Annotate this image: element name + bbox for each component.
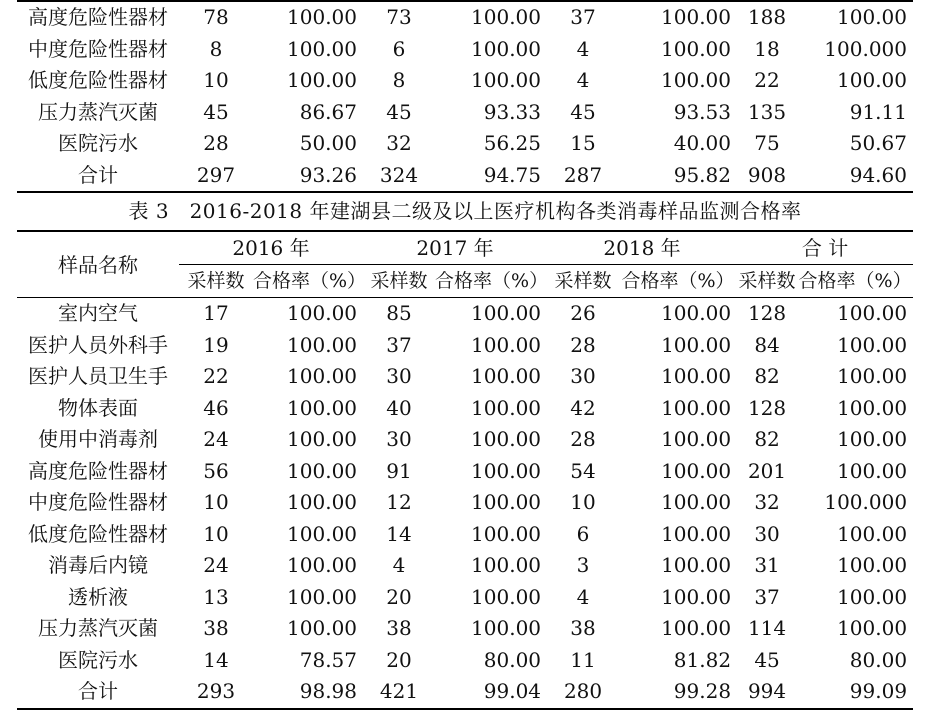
count-cell: 24: [203, 427, 229, 451]
count-cell: 8: [392, 68, 406, 92]
rate-cell: 100.00: [287, 427, 358, 451]
count-cell: 12: [386, 490, 412, 514]
rate-cell: 100.00: [661, 68, 731, 92]
rate-cell: 100.000: [824, 36, 907, 61]
count-cell: 45: [570, 99, 596, 124]
count-cell: 19: [203, 332, 229, 357]
sample-name-cell: 压力蒸汽灭菌: [38, 616, 158, 640]
rate-cell: 100.00: [837, 584, 908, 609]
count-cell: 28: [570, 332, 596, 357]
header-count-2016: 采样数: [179, 265, 253, 298]
rate-cell: 99.04: [435, 676, 547, 709]
count-cell: 6: [392, 36, 406, 61]
count-cell: 11: [570, 647, 596, 672]
rate-cell: 94.75: [435, 160, 547, 193]
sample-name-cell: 合计: [17, 160, 179, 193]
count-cell: 20: [386, 647, 412, 672]
rate-cell: 100.00: [471, 427, 542, 451]
table-row: [17, 330, 913, 362]
count-cell: 293: [179, 676, 253, 709]
rate-cell: 100.00: [253, 1, 363, 34]
rate-cell: 78.57: [299, 647, 358, 672]
count-cell: 994: [737, 676, 797, 709]
sample-name-cell: 医护人员卫生手: [28, 364, 168, 388]
rate-cell: 100.00: [837, 68, 907, 92]
rate-cell: 80.00: [483, 647, 542, 672]
count-cell: 54: [570, 458, 596, 483]
count-cell: 287: [547, 160, 619, 193]
sample-name-cell: 物体表面: [58, 395, 138, 420]
table-row: [17, 487, 913, 519]
count-cell: 188: [737, 1, 797, 34]
count-cell: 6: [576, 521, 590, 546]
sample-name-cell: 高度危险性器材: [28, 458, 168, 483]
rate-cell: 100.00: [435, 1, 547, 34]
count-cell: 75: [754, 131, 780, 155]
rate-cell: 100.00: [287, 616, 358, 640]
rate-cell: 98.98: [253, 676, 363, 709]
table-row: [17, 424, 913, 456]
count-cell: 10: [203, 68, 229, 92]
count-cell: 73: [363, 1, 435, 34]
count-cell: 37: [386, 332, 412, 357]
rate-cell: 100.00: [471, 332, 542, 357]
count-cell: 38: [386, 616, 412, 640]
document-page: [17, 0, 913, 710]
count-cell: 4: [576, 36, 590, 61]
table3: [17, 230, 913, 710]
count-cell: 201: [747, 458, 787, 483]
count-cell: 42: [570, 395, 596, 420]
count-cell: 10: [570, 490, 596, 514]
rate-cell: 56.25: [483, 131, 541, 155]
count-cell: 15: [570, 131, 596, 155]
table-top-continuation: [17, 0, 913, 193]
rate-cell: 86.67: [299, 99, 357, 124]
table-row: [17, 393, 913, 425]
rate-cell: 100.00: [661, 584, 732, 609]
count-cell: 22: [754, 68, 780, 92]
count-cell: 30: [754, 521, 780, 546]
count-cell: 28: [203, 131, 229, 155]
rate-cell: 100.00: [471, 521, 542, 546]
count-cell: 28: [570, 427, 596, 451]
rate-cell: 100.00: [287, 458, 358, 483]
rate-cell: 100.00: [287, 395, 358, 420]
count-cell: 38: [203, 616, 229, 640]
rate-cell: 100.00: [837, 458, 908, 483]
count-cell: 24: [203, 553, 229, 577]
rate-cell: 100.00: [471, 364, 542, 388]
table-row: [17, 65, 913, 97]
table-top-body: [17, 1, 913, 192]
sample-name-cell: 透析液: [68, 584, 128, 609]
count-cell: 4: [576, 68, 590, 92]
header-rate-2017: 合格率（%）: [435, 265, 547, 298]
header-rate-2016: 合格率（%）: [253, 265, 363, 298]
sample-name-cell: 医护人员外科手: [28, 332, 168, 357]
rate-cell: 100.00: [619, 1, 737, 34]
count-cell: 45: [203, 99, 229, 124]
rate-cell: 100.000: [824, 490, 908, 514]
rate-cell: 100.00: [837, 364, 908, 388]
rate-cell: 100.00: [471, 553, 542, 577]
count-cell: 56: [203, 458, 229, 483]
rate-cell: 100.00: [471, 301, 542, 325]
table-row: [17, 361, 913, 393]
rate-cell: 100.00: [287, 68, 357, 92]
rate-cell: 100.00: [837, 395, 908, 420]
rate-cell: 100.00: [287, 332, 358, 357]
count-cell: 114: [747, 616, 787, 640]
rate-cell: 100.00: [837, 616, 908, 640]
sample-name-cell: 消毒后内镜: [48, 553, 148, 577]
rate-cell: 100.00: [471, 616, 542, 640]
count-cell: 324: [363, 160, 435, 193]
table-row: [17, 676, 913, 709]
rate-cell: 93.26: [253, 160, 363, 193]
count-cell: 4: [576, 584, 590, 609]
count-cell: 30: [386, 364, 412, 388]
count-cell: 31: [754, 553, 780, 577]
table-row: [17, 298, 913, 330]
count-cell: 82: [754, 364, 780, 388]
rate-cell: 100.00: [471, 458, 542, 483]
count-cell: 908: [737, 160, 797, 193]
sample-name-cell: 压力蒸汽灭菌: [38, 99, 158, 124]
table-row: [17, 550, 913, 582]
rate-cell: 100.00: [661, 301, 732, 325]
rate-cell: 100.00: [837, 427, 908, 451]
rate-cell: 50.00: [299, 131, 357, 155]
count-cell: 84: [754, 332, 780, 357]
header-year-2017: 2017 年: [363, 231, 547, 265]
count-cell: 8: [209, 36, 223, 61]
count-cell: 10: [203, 521, 229, 546]
count-cell: 26: [570, 301, 596, 325]
count-cell: 40: [386, 395, 412, 420]
count-cell: 30: [570, 364, 596, 388]
sample-name-cell: 使用中消毒剂: [38, 427, 158, 451]
rate-cell: 93.33: [483, 99, 541, 124]
sample-name-cell: 医院污水: [58, 647, 138, 672]
header-rate-total: 合格率（%）: [797, 265, 913, 298]
header-count-total: 采样数: [737, 265, 797, 298]
count-cell: 91: [386, 458, 412, 483]
rate-cell: 100.00: [837, 553, 908, 577]
rate-cell: 100.00: [471, 395, 542, 420]
count-cell: 85: [386, 301, 412, 325]
rate-cell: 100.00: [797, 1, 913, 34]
count-cell: 37: [754, 584, 780, 609]
header-sample-name: 样品名称: [17, 231, 179, 298]
sample-name-cell: 低度危险性器材: [28, 521, 168, 546]
count-cell: 20: [386, 584, 412, 609]
count-cell: 30: [386, 427, 412, 451]
rate-cell: 93.53: [673, 99, 731, 124]
rate-cell: 100.00: [837, 521, 908, 546]
rate-cell: 100.00: [661, 458, 732, 483]
table-row: [17, 1, 913, 34]
count-cell: 82: [754, 427, 780, 451]
rate-cell: 100.00: [287, 301, 358, 325]
sample-name-cell: 合计: [17, 676, 179, 709]
sample-name-cell: 室内空气: [58, 301, 138, 325]
rate-cell: 100.00: [661, 490, 732, 514]
count-cell: 421: [363, 676, 435, 709]
rate-cell: 91.11: [849, 99, 907, 124]
count-cell: 13: [203, 584, 229, 609]
header-year-2018: 2018 年: [547, 231, 737, 265]
sample-name-cell: 高度危险性器材: [17, 1, 179, 34]
rate-cell: 100.00: [471, 584, 542, 609]
count-cell: 78: [179, 1, 253, 34]
count-cell: 18: [754, 36, 780, 61]
rate-cell: 50.67: [849, 131, 907, 155]
count-cell: 280: [547, 676, 619, 709]
table-row: [17, 160, 913, 193]
table-row: [17, 456, 913, 488]
count-cell: 128: [747, 395, 787, 420]
count-cell: 14: [203, 647, 229, 672]
count-cell: 46: [203, 395, 229, 420]
rate-cell: 100.00: [837, 332, 908, 357]
count-cell: 17: [203, 301, 229, 325]
count-cell: 3: [576, 553, 590, 577]
table3-body: [17, 298, 913, 709]
rate-cell: 100.00: [287, 364, 358, 388]
header-year-2016: 2016 年: [179, 231, 363, 265]
rate-cell: 40.00: [673, 131, 731, 155]
rate-cell: 100.00: [471, 36, 541, 61]
count-cell: 22: [203, 364, 229, 388]
sample-name-cell: 医院污水: [58, 131, 138, 155]
count-cell: 37: [547, 1, 619, 34]
count-cell: 297: [179, 160, 253, 193]
rate-cell: 100.00: [661, 427, 732, 451]
rate-cell: 100.00: [661, 364, 732, 388]
header-total: 合 计: [737, 231, 913, 265]
rate-cell: 100.00: [661, 395, 732, 420]
rate-cell: 100.00: [471, 490, 542, 514]
rate-cell: 100.00: [471, 68, 541, 92]
sample-name-cell: 中度危险性器材: [28, 490, 168, 514]
rate-cell: 100.00: [661, 553, 732, 577]
rate-cell: 100.00: [287, 36, 357, 61]
count-cell: 45: [386, 99, 412, 124]
table-row: [17, 582, 913, 614]
header-count-2018: 采样数: [547, 265, 619, 298]
rate-cell: 100.00: [661, 36, 731, 61]
table-row: [17, 645, 913, 677]
rate-cell: 100.00: [287, 553, 358, 577]
count-cell: 32: [754, 490, 780, 514]
count-cell: 135: [747, 99, 787, 124]
table-row: [17, 613, 913, 645]
rate-cell: 99.09: [797, 676, 913, 709]
rate-cell: 100.00: [287, 490, 358, 514]
rate-cell: 94.60: [797, 160, 913, 193]
header-rate-2018: 合格率（%）: [619, 265, 737, 298]
sample-name-cell: 低度危险性器材: [28, 68, 168, 92]
rate-cell: 100.00: [287, 584, 358, 609]
sample-name-cell: 中度危险性器材: [28, 36, 168, 61]
count-cell: 4: [392, 553, 406, 577]
table3-caption: 表 3 2016-2018 年建湖县二级及以上医疗机构各类消毒样品监测合格率: [128, 199, 802, 223]
table-row: [17, 128, 913, 160]
rate-cell: 80.00: [849, 647, 908, 672]
rate-cell: 100.00: [837, 301, 908, 325]
rate-cell: 81.82: [673, 647, 732, 672]
count-cell: 128: [747, 301, 787, 325]
rate-cell: 99.28: [619, 676, 737, 709]
table-row: [17, 97, 913, 129]
count-cell: 32: [386, 131, 412, 155]
rate-cell: 100.00: [661, 616, 732, 640]
table-row: [17, 519, 913, 551]
count-cell: 10: [203, 490, 229, 514]
header-count-2017: 采样数: [363, 265, 435, 298]
rate-cell: 100.00: [661, 521, 732, 546]
table-row: [17, 34, 913, 66]
rate-cell: 95.82: [619, 160, 737, 193]
rate-cell: 100.00: [661, 332, 732, 357]
count-cell: 14: [386, 521, 412, 546]
count-cell: 45: [754, 647, 780, 672]
count-cell: 38: [570, 616, 596, 640]
rate-cell: 100.00: [287, 521, 358, 546]
